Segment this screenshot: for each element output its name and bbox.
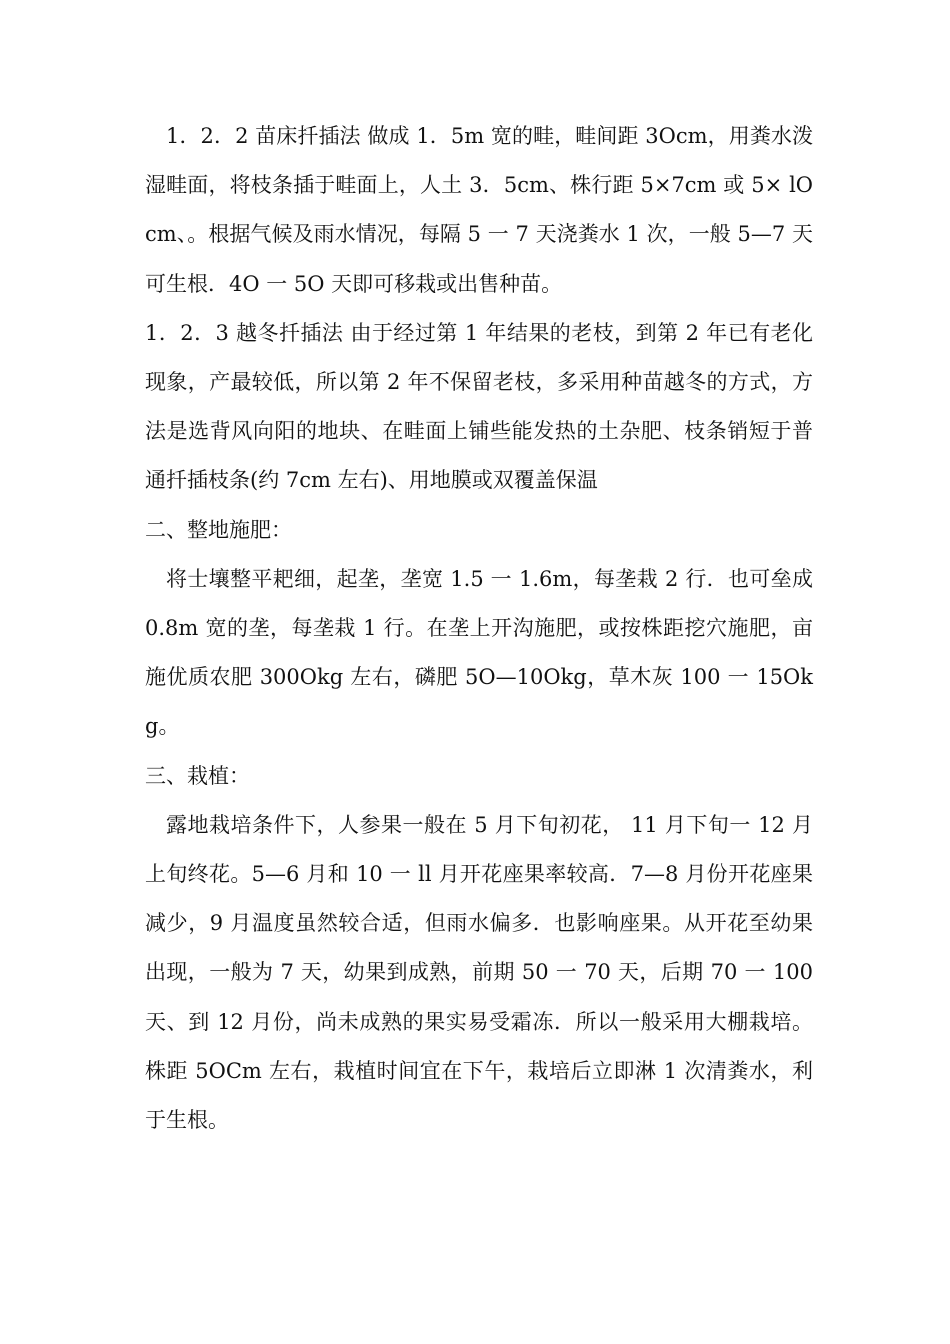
paragraph-overwinter-cutting: 1．2．3 越冬扦插法 由于经过第 1 年结果的老枝，到第 2 年已有老化现象，产最较低，所以第 2 年不保留老枝，多采用种苗越冬的方式，方法是选背风向阳的地块、在畦面上铺些能发热的土杂肥、枝条销短于普通扦插枝条(约 7cm 左右)、用地膜或双覆盖保温 — [145, 320, 813, 493]
section-heading-planting: 三、栽植： — [145, 763, 250, 788]
document-page — [145, 112, 813, 1145]
paragraph-land-fertilizing: 将士壤整平耙细，起垄，垄宽 1.5 一 1.6m，每垄栽 2 行．也可垒成 0.8m 宽的垄，每垄栽 1 行。在垄上开沟施肥，或按株距挖穴施肥，亩施优质农肥 300Okg 左右，磷肥 5O—10Okg，草木灰 100 一 15Okg。 — [145, 566, 813, 739]
section-heading-land-fertilizing: 二、整地施肥： — [145, 517, 292, 542]
paragraph-seedbed-cutting: 1．2．2 苗床扦插法 做成 1．5m 宽的畦，畦间距 3Ocm，用粪水泼湿畦面，将枝条插于畦面上，人土 3．5cm、株行距 5×7cm 或 5× lOcm、。根据气候及雨水情况，每隔 5 一 7 天浇粪水 1 次，一般 5—7 天可生根．4O 一 5O 天即可移栽或出售种苗。 — [145, 124, 813, 296]
paragraph-planting: 露地栽培条件下，人参果一般在 5 月下旬初花， 11 月下旬一 12 月上旬终花。5—6 月和 10 一 ll 月开花座果率较高．7—8 月份开花座果减少，9 月温度虽然较合适，但雨水偏多．也影响座果。从开花至幼果出现，一般为 7 天，幼果到成熟，前期 50 一 70 天，后期 70 一 100 天、到 12 月份，尚未成熟的果实易受霜冻．所以一般采用大棚栽培。株距 5OCm 左右，栽植时间宜在下午，栽培后立即淋 1 次清粪水，利于生根。 — [145, 812, 813, 1133]
